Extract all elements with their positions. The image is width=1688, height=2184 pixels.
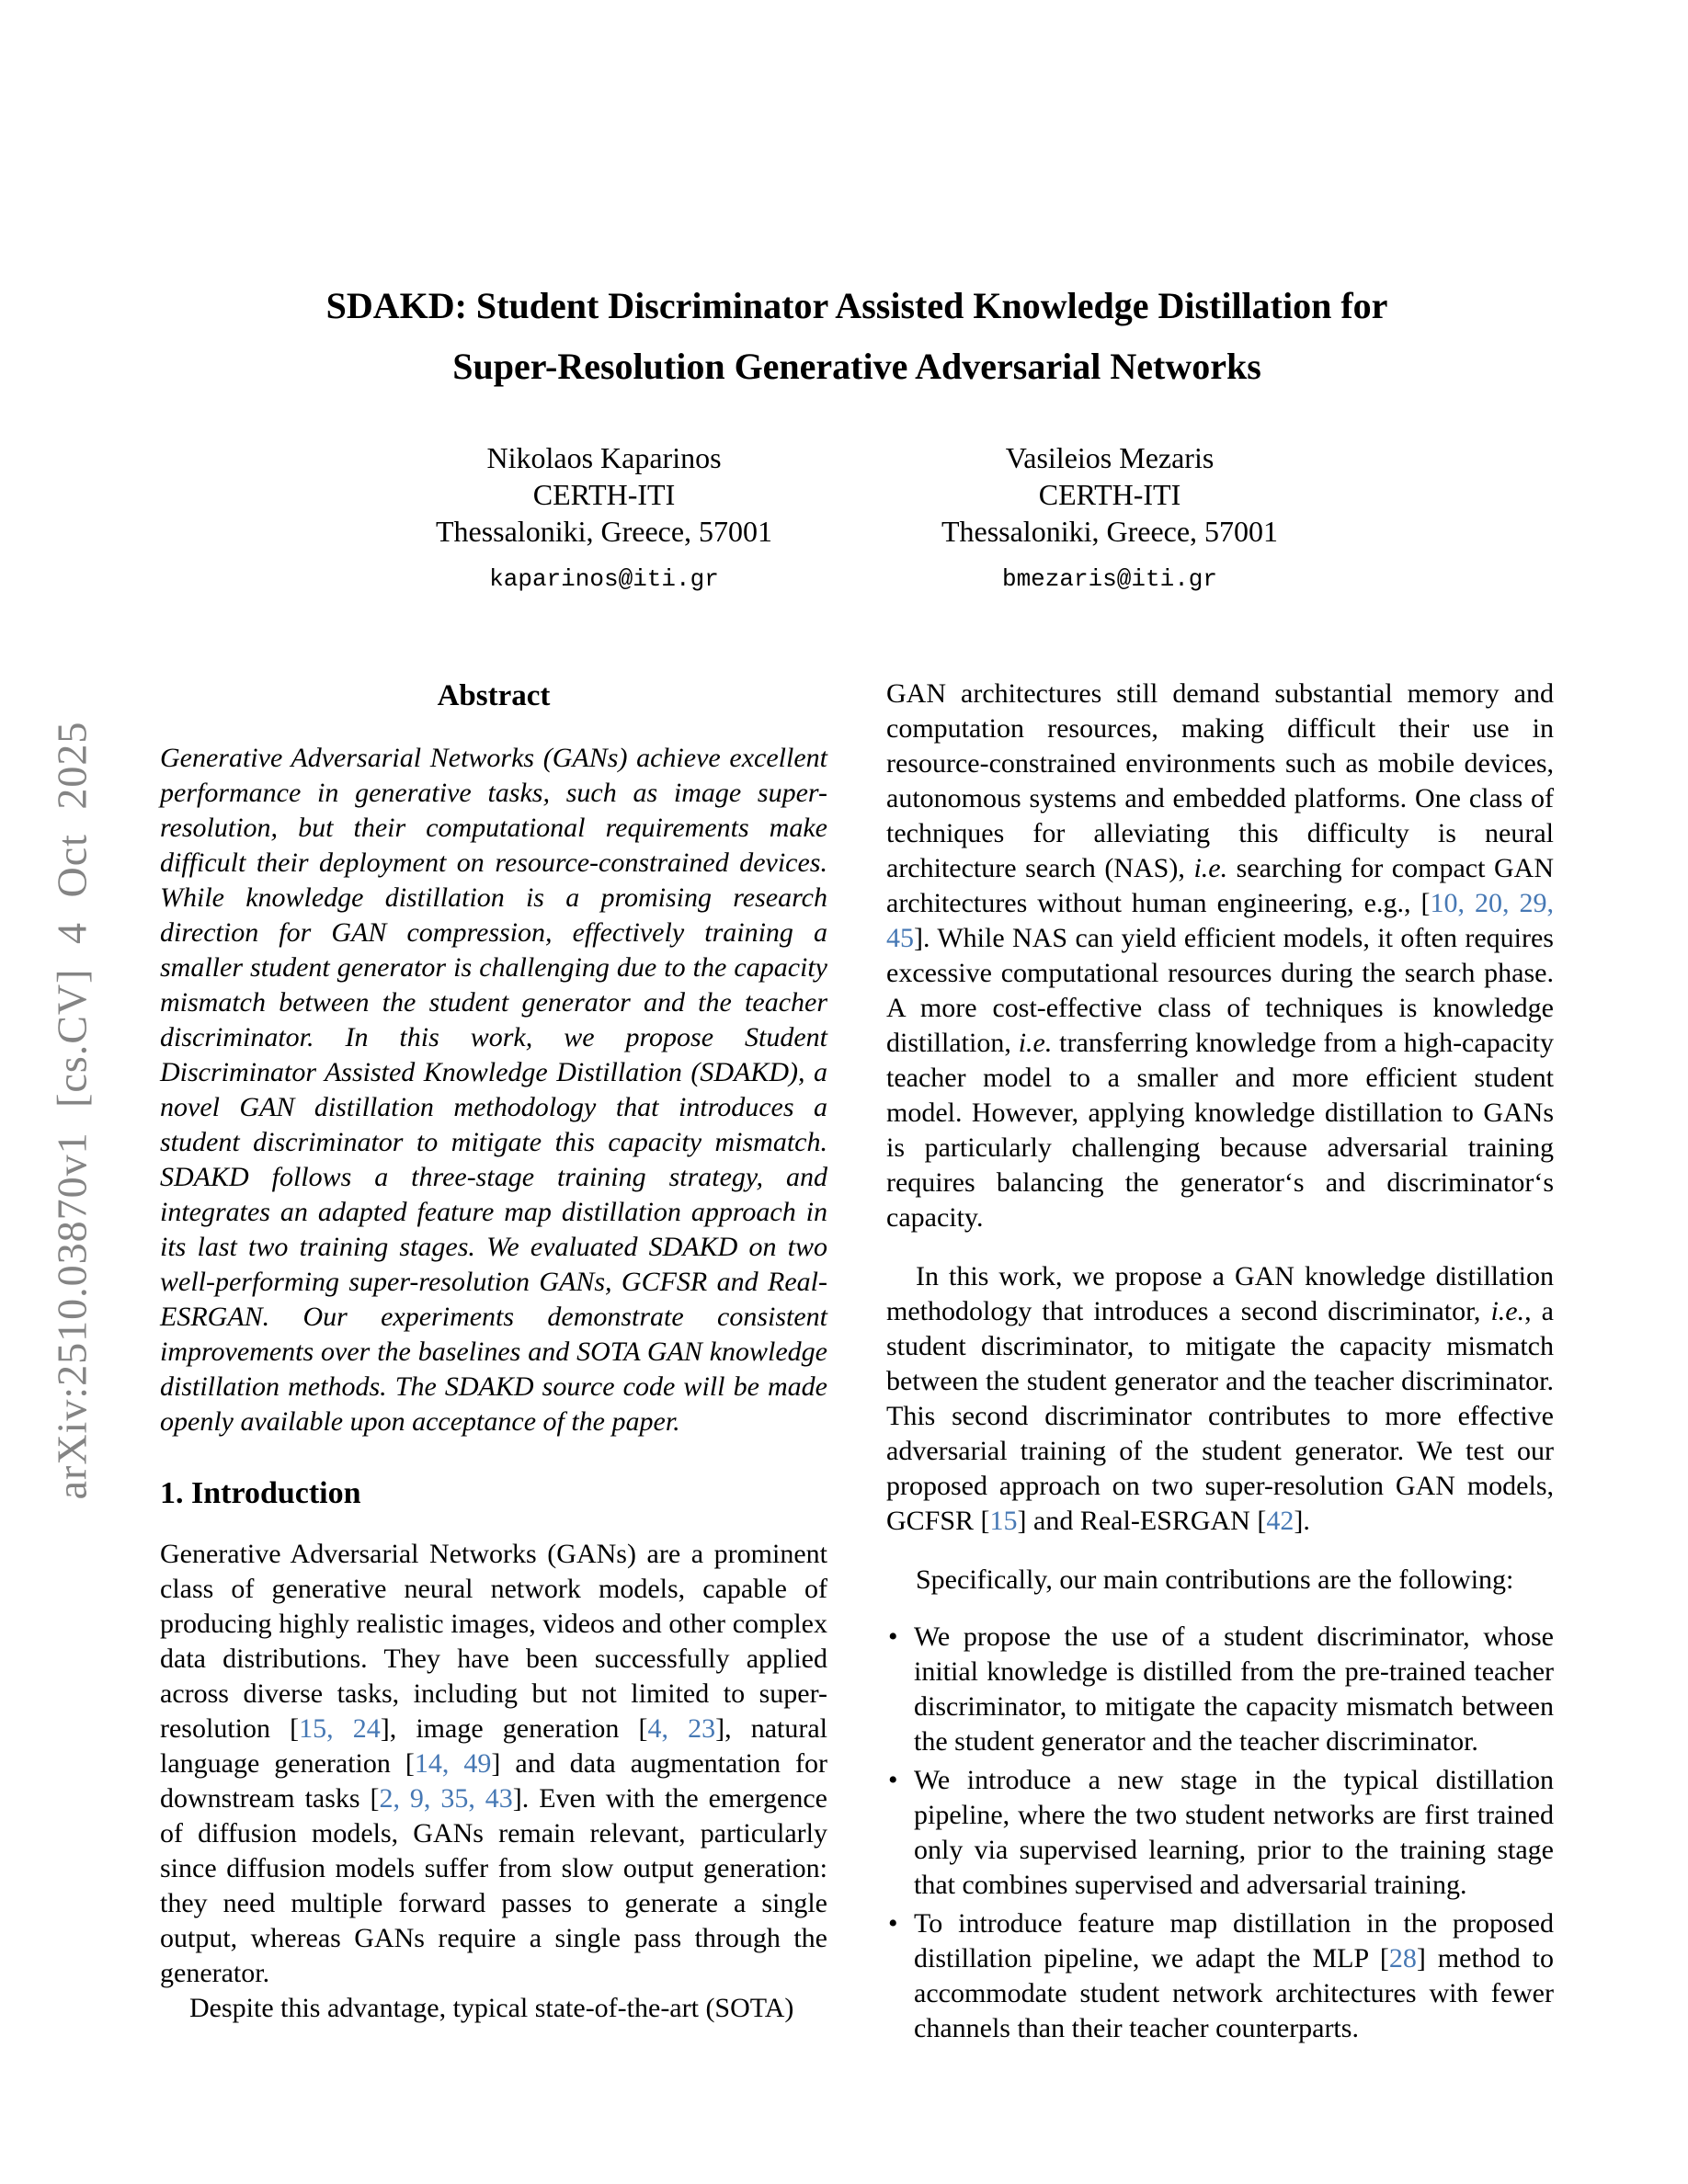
author-affiliation: CERTH-ITI (532, 478, 676, 511)
author-block-2 (857, 439, 1363, 597)
citation-link[interactable]: 4, 23 (647, 1713, 716, 1744)
italic-text: i.e. (1018, 1028, 1053, 1058)
bullet-marker-icon: • (888, 1908, 898, 1939)
citation-link[interactable]: 15, 24 (299, 1713, 381, 1744)
italic-text: i.e. (1193, 853, 1228, 883)
text-segment: We propose the use of a student discriminator, whose initial knowledge is distilled from the pre-trained teacher discriminator, to mitigate the capacity mismatch between the student generator and the teacher discriminator. (914, 1621, 1554, 1757)
italic-text: i.e. (1490, 1296, 1525, 1326)
right-column (886, 677, 1554, 2050)
author-block-1 (351, 439, 857, 597)
paper-title-line-1: SDAKD: Student Discriminator Assisted Knowledge Distillation for (325, 285, 1388, 326)
contribution-item-2 (886, 1763, 1554, 1903)
text-segment: ], natural language generation [ (160, 1713, 828, 1779)
contribution-item-3 (886, 1906, 1554, 2046)
contributions-list (886, 1620, 1554, 2046)
contribution-text (914, 1621, 1554, 1757)
author-name: Nikolaos Kaparinos (486, 441, 722, 474)
author-email: bmezaris@iti.gr (1001, 565, 1218, 593)
text-segment: We introduce a new stage in the typical distillation pipeline, where the two student networks are first trained only via supervised learning, prior to the training stage that combines supervised and adversarial training. (914, 1765, 1554, 1900)
contribution-item-1 (886, 1620, 1554, 1759)
author-row (351, 439, 1363, 597)
bullet-marker-icon: • (888, 1621, 898, 1652)
paper-title-line-2: Super-Resolution Generative Adversarial Networks (452, 346, 1261, 387)
two-column-body (160, 677, 1554, 2050)
introduction-paragraph-2: Despite this advantage, typical state-of-the-art (SOTA) (189, 1993, 794, 2023)
text-segment: searching for compact GAN architectures without human engineering, e.g., [ (886, 853, 1554, 918)
right-paragraph-2 (886, 1259, 1554, 1539)
right-paragraph-1 (886, 677, 1554, 1235)
text-segment: ]. Even with the emergence of diffusion models, GANs remain relevant, particularly since diffusion models suffer from slow output generation: they need multiple forward passes to generate a single output, whereas GANs require a single pass through the generator. (160, 1783, 828, 1988)
author-email: kaparinos@iti.gr (489, 565, 719, 593)
contributions-lead-in: Specifically, our main contributions are the following: (916, 1564, 1514, 1595)
left-column (160, 677, 827, 2026)
citation-link[interactable]: 2, 9, 35, 43 (379, 1783, 513, 1814)
text-segment: ]. (1294, 1506, 1310, 1536)
text-segment: Generative Adversarial Networks (GANs) are a prominent class of generative neural network models, capable of producing highly realistic images, videos and other complex data distributions. They have been successfully applied across diverse tasks, including but not limited to super-resolution [ (160, 1539, 827, 1744)
section-heading-introduction: 1. Introduction (160, 1476, 361, 1510)
abstract-text: Generative Adversarial Networks (GANs) achieve excellent performance in generative tasks, such as image super-resolution, but their computational requirements make difficult their deployment on resource-constrained devices. While knowledge distillation is a promising research direction for GAN compression, effectively training a smaller student generator is challenging due to the capacity mismatch between the student generator and the teacher discriminator. In this work, we propose Student Discriminator Assisted Knowledge Distillation (SDAKD), a novel GAN distillation methodology that introduces a student discriminator to mitigate this capacity mismatch. SDAKD follows a three-stage training strategy, and integrates an adapted feature map distillation approach in its last two training stages. We evaluated SDAKD on two well-performing super-resolution GANs, GCFSR and Real-ESRGAN. Our experiments demonstrate consistent improvements over the baselines and SOTA GAN knowledge distillation methods. The SDAKD source code will be made openly available upon acceptance of the paper. (160, 743, 827, 1437)
text-segment: ]. While NAS can yield efficient models, it often requires excessive computational resources during the search phase. A more cost-effective class of techniques is knowledge distillation, (886, 923, 1554, 1058)
text-segment: In this work, we propose a GAN knowledge distillation methodology that introduces a second discriminator, (886, 1261, 1554, 1326)
citation-link[interactable]: 42 (1266, 1506, 1295, 1536)
text-segment: , a student discriminator, to mitigate the capacity mismatch between the student generator and the teacher discriminator. This second discriminator contributes to more effective adversarial training of the student generator. We test our proposed approach on two super-resolution GAN models, GCFSR [ (886, 1296, 1554, 1536)
author-affiliation: CERTH-ITI (1038, 478, 1181, 511)
citation-link[interactable]: 10, 20, 29, 45 (886, 888, 1554, 953)
abstract-heading: Abstract (437, 679, 551, 712)
text-segment: ], image generation [ (380, 1713, 648, 1744)
text-segment: ] and data augmentation for downstream tasks [ (160, 1748, 827, 1814)
citation-link[interactable]: 15 (989, 1506, 1018, 1536)
bullet-marker-icon: • (888, 1765, 898, 1795)
author-address: Thessaloniki, Greece, 57001 (435, 515, 773, 548)
text-segment: transferring knowledge from a high-capacity teacher model to a smaller and more efficient student model. However, applying knowledge distillation to GANs is particularly challenging because adversarial training requires balancing the generator‘s and discriminator‘s capacity. (886, 1028, 1554, 1233)
citation-link[interactable]: 14, 49 (414, 1748, 492, 1779)
text-segment: ] method to accommodate student network architectures with fewer channels than their teacher counterparts. (914, 1943, 1554, 2043)
text-segment: GAN architectures still demand substantial memory and computation resources, making difficult their use in resource-constrained environments such as mobile devices, autonomous systems and embedded platforms. One class of techniques for alleviating this difficulty is neural architecture search (NAS), (886, 678, 1554, 883)
author-address: Thessaloniki, Greece, 57001 (941, 515, 1279, 548)
text-segment: ] and Real-ESRGAN [ (1017, 1506, 1267, 1536)
paper-title (160, 0, 1554, 397)
contribution-text (914, 1765, 1554, 1900)
introduction-paragraph-1 (160, 1537, 827, 1991)
arxiv-watermark: arXiv:2510.03870v1 [cs.CV] 4 Oct 2025 (48, 721, 96, 1500)
author-name: Vasileios Mezaris (1005, 441, 1215, 474)
citation-link[interactable]: 28 (1388, 1943, 1417, 1974)
text-segment: To introduce feature map distillation in the proposed distillation pipeline, we adapt the MLP [ (914, 1908, 1554, 1974)
contribution-text (914, 1908, 1554, 2043)
